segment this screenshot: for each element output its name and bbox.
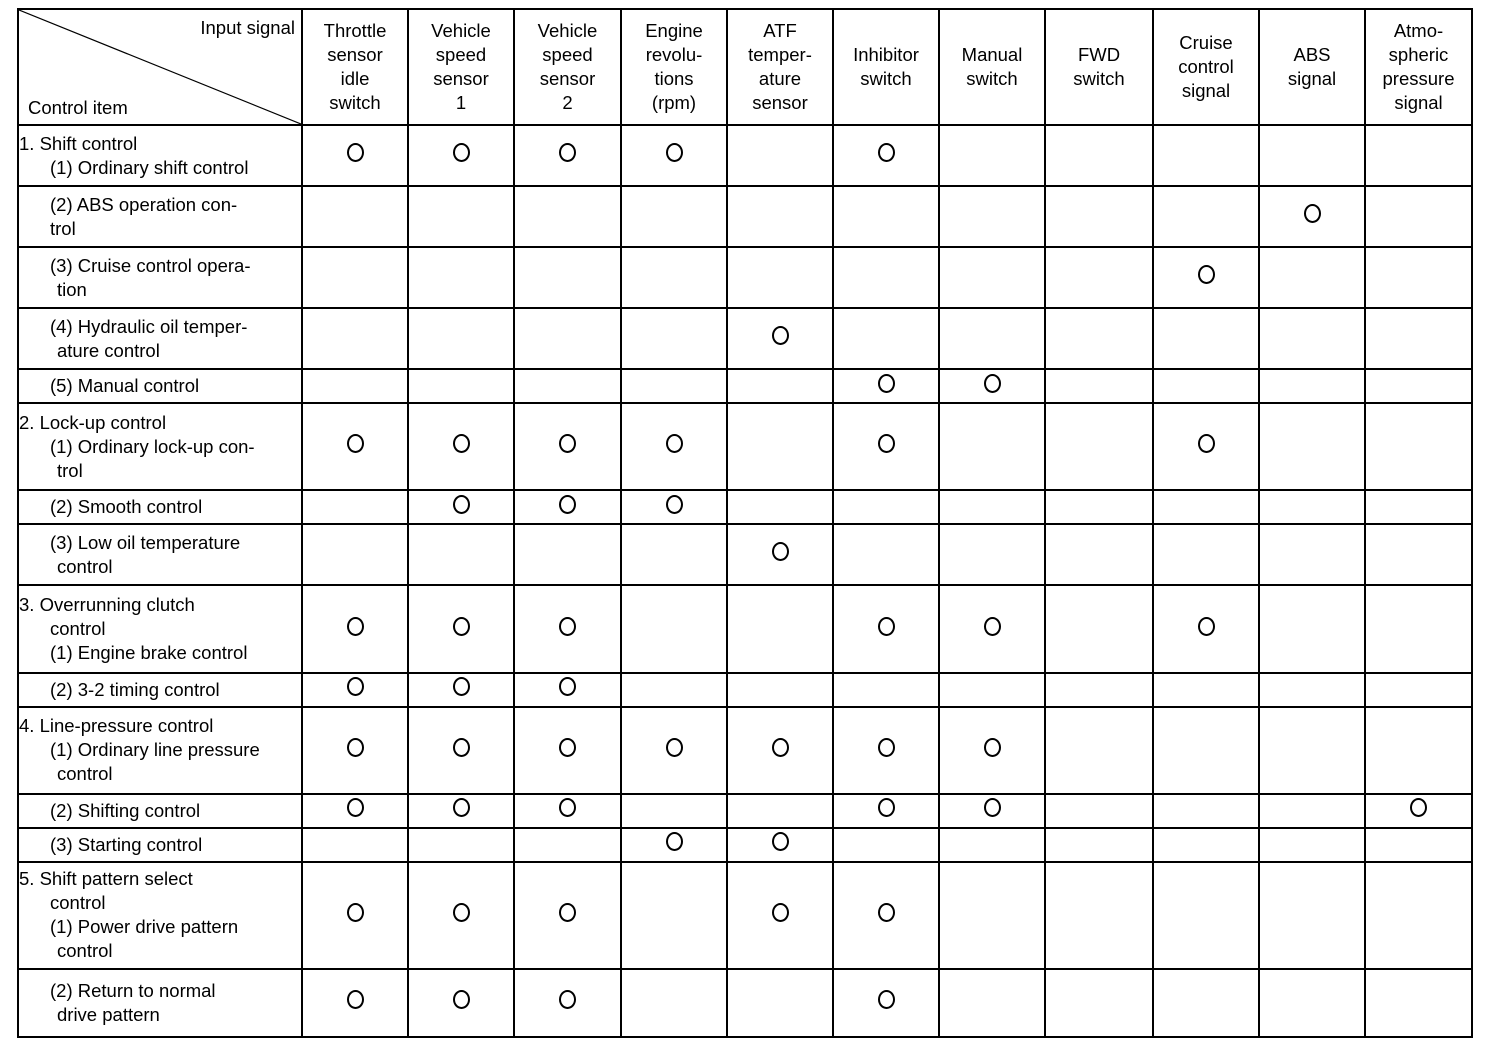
control-item-cell (18, 828, 302, 862)
control-item-text: trol (50, 217, 76, 239)
control-item-cell (18, 308, 302, 369)
circle-mark-icon (984, 617, 1001, 636)
circle-mark-icon (559, 903, 576, 922)
table-row (18, 585, 1472, 672)
signal-cell (408, 707, 514, 794)
signal-cell (1153, 969, 1259, 1037)
signal-cell (621, 707, 727, 794)
signal-cell (1365, 707, 1472, 794)
control-item-text: control (57, 763, 113, 785)
control-item-cell (18, 794, 302, 828)
signal-cell (1365, 403, 1472, 490)
control-item-text: 3. Overrunning clutch (19, 594, 195, 616)
circle-mark-icon (559, 738, 576, 757)
control-item-text: (1) Power drive pattern (50, 916, 239, 938)
signal-cell (1045, 828, 1153, 862)
circle-mark-icon (347, 903, 364, 922)
circle-mark-icon (666, 738, 683, 757)
circle-mark-icon (666, 495, 683, 514)
control-item-text: control (57, 940, 113, 962)
signal-cell (514, 247, 621, 308)
signal-cell (408, 247, 514, 308)
signal-cell (939, 524, 1045, 585)
signal-cell (1153, 707, 1259, 794)
control-item-cell (18, 862, 302, 969)
signal-cell (833, 524, 939, 585)
signal-cell (939, 125, 1045, 186)
circle-mark-icon (984, 374, 1001, 393)
signal-cell (408, 125, 514, 186)
signal-cell (727, 308, 833, 369)
circle-mark-icon (347, 434, 364, 453)
circle-mark-icon (559, 143, 576, 162)
circle-mark-icon (772, 903, 789, 922)
circle-mark-icon (453, 738, 470, 757)
circle-mark-icon (559, 798, 576, 817)
control-item-cell (18, 707, 302, 794)
signal-cell (302, 524, 408, 585)
signal-cell (514, 862, 621, 969)
signal-cell (1365, 369, 1472, 403)
signal-cell (727, 247, 833, 308)
signal-cell (302, 125, 408, 186)
signal-cell (727, 125, 833, 186)
signal-cell (1153, 524, 1259, 585)
signal-cell (1365, 186, 1472, 247)
signal-cell (1365, 794, 1472, 828)
circle-mark-icon (772, 738, 789, 757)
signal-cell (1259, 369, 1365, 403)
col-atmospheric-pressure-signal: Atmo- spheric pressure signal (1365, 9, 1472, 125)
signal-cell (302, 308, 408, 369)
circle-mark-icon (347, 677, 364, 696)
signal-cell (833, 794, 939, 828)
signal-cell (408, 403, 514, 490)
signal-cell (514, 828, 621, 862)
table-row (18, 125, 1472, 186)
control-item-cell (18, 490, 302, 524)
signal-cell (939, 403, 1045, 490)
signal-cell (302, 369, 408, 403)
signal-cell (939, 794, 1045, 828)
signal-cell (939, 490, 1045, 524)
signal-cell (1045, 673, 1153, 707)
table-row (18, 862, 1472, 969)
signal-cell (1045, 403, 1153, 490)
control-item-text: ature control (57, 339, 160, 361)
signal-cell (1153, 794, 1259, 828)
signal-cell (727, 794, 833, 828)
table-row (18, 969, 1472, 1037)
signal-cell (408, 308, 514, 369)
circle-mark-icon (1304, 204, 1321, 223)
signal-cell (514, 673, 621, 707)
signal-cell (1259, 828, 1365, 862)
table-row (18, 794, 1472, 828)
circle-mark-icon (878, 990, 895, 1009)
signal-cell (408, 524, 514, 585)
control-item-text: control (50, 892, 106, 914)
signal-cell (621, 186, 727, 247)
signal-cell (727, 673, 833, 707)
signal-cell (727, 828, 833, 862)
signal-cell (302, 673, 408, 707)
signal-cell (833, 673, 939, 707)
signal-cell (1045, 794, 1153, 828)
signal-cell (727, 186, 833, 247)
circle-mark-icon (666, 832, 683, 851)
signal-cell (621, 794, 727, 828)
control-item-cell (18, 673, 302, 707)
circle-mark-icon (1198, 265, 1215, 284)
signal-cell (1365, 308, 1472, 369)
signal-cell (939, 673, 1045, 707)
signal-cell (621, 524, 727, 585)
signal-cell (1153, 585, 1259, 672)
signal-cell (833, 862, 939, 969)
control-item-text: 5. Shift pattern select (19, 868, 193, 890)
signal-cell (1153, 862, 1259, 969)
signal-cell (514, 794, 621, 828)
control-item-cell (18, 247, 302, 308)
control-item-text: (2) 3-2 timing control (50, 678, 220, 700)
signal-cell (408, 186, 514, 247)
signal-cell (1365, 490, 1472, 524)
signal-cell (302, 247, 408, 308)
circle-mark-icon (453, 990, 470, 1009)
table-row (18, 490, 1472, 524)
control-item-text: tion (57, 278, 87, 300)
signal-cell (302, 707, 408, 794)
control-item-text: (4) Hydraulic oil temper- (50, 315, 248, 337)
control-item-cell (18, 585, 302, 672)
signal-cell (621, 490, 727, 524)
signal-cell (1045, 186, 1153, 247)
circle-mark-icon (453, 143, 470, 162)
signal-cell (939, 828, 1045, 862)
signal-cell (1045, 524, 1153, 585)
col-vehicle-speed-sensor-1: Vehicle speed sensor 1 (408, 9, 514, 125)
signal-cell (1045, 585, 1153, 672)
signal-cell (514, 524, 621, 585)
signal-cell (1153, 125, 1259, 186)
signal-cell (727, 707, 833, 794)
circle-mark-icon (878, 738, 895, 757)
table-row (18, 524, 1472, 585)
signal-cell (727, 403, 833, 490)
circle-mark-icon (878, 434, 895, 453)
circle-mark-icon (1198, 617, 1215, 636)
signal-cell (514, 125, 621, 186)
signal-cell (1153, 403, 1259, 490)
signal-cell (408, 862, 514, 969)
col-abs-signal: ABS signal (1259, 9, 1365, 125)
signal-cell (833, 125, 939, 186)
signal-cell (514, 186, 621, 247)
circle-mark-icon (1198, 434, 1215, 453)
signal-cell (1365, 828, 1472, 862)
circle-mark-icon (772, 832, 789, 851)
circle-mark-icon (666, 434, 683, 453)
control-item-text: (2) Smooth control (50, 496, 203, 518)
control-item-text: (2) Shifting control (50, 799, 201, 821)
signal-cell (727, 490, 833, 524)
circle-mark-icon (878, 903, 895, 922)
circle-mark-icon (984, 798, 1001, 817)
signal-cell (1045, 308, 1153, 369)
signal-cell (408, 969, 514, 1037)
signal-cell (1365, 969, 1472, 1037)
circle-mark-icon (453, 617, 470, 636)
signal-cell (621, 403, 727, 490)
signal-cell (1259, 673, 1365, 707)
signal-cell (408, 673, 514, 707)
signal-cell (1365, 247, 1472, 308)
signal-cell (408, 490, 514, 524)
signal-cell (727, 524, 833, 585)
control-item-cell (18, 969, 302, 1037)
table-row (18, 673, 1472, 707)
signal-cell (302, 403, 408, 490)
control-item-cell (18, 524, 302, 585)
circle-mark-icon (347, 738, 364, 757)
header-row (18, 9, 1472, 125)
signal-cell (727, 862, 833, 969)
signal-cell (1365, 585, 1472, 672)
signal-cell (514, 490, 621, 524)
table-row (18, 707, 1472, 794)
signal-cell (1045, 125, 1153, 186)
control-item-cell (18, 125, 302, 186)
signal-cell (302, 828, 408, 862)
signal-cell (727, 969, 833, 1037)
signal-cell (1259, 862, 1365, 969)
signal-cell (621, 862, 727, 969)
signal-cell (939, 186, 1045, 247)
control-item-label: Control item (28, 97, 128, 118)
table-row (18, 369, 1472, 403)
signal-cell (514, 585, 621, 672)
signal-cell (833, 490, 939, 524)
table-row (18, 308, 1472, 369)
signal-cell (408, 828, 514, 862)
signal-cell (1045, 369, 1153, 403)
circle-mark-icon (559, 434, 576, 453)
control-item-text: 2. Lock-up control (19, 411, 167, 433)
col-fwd-switch: FWD switch (1045, 9, 1153, 125)
signal-cell (408, 794, 514, 828)
signal-cell (1259, 490, 1365, 524)
signal-cell (1259, 585, 1365, 672)
signal-cell (939, 707, 1045, 794)
control-item-text: (2) ABS operation con- (50, 193, 238, 215)
circle-mark-icon (347, 617, 364, 636)
control-item-text: trol (57, 459, 83, 481)
control-item-cell (18, 186, 302, 247)
circle-mark-icon (984, 738, 1001, 757)
col-vehicle-speed-sensor-2: Vehicle speed sensor 2 (514, 9, 621, 125)
signal-cell (1365, 862, 1472, 969)
circle-mark-icon (559, 495, 576, 514)
signal-cell (514, 369, 621, 403)
signal-cell (833, 369, 939, 403)
signal-cell (833, 186, 939, 247)
signal-cell (621, 369, 727, 403)
corner-header-cell (18, 9, 302, 125)
control-item-text: (1) Ordinary line pressure (50, 739, 260, 761)
circle-mark-icon (772, 326, 789, 345)
input-signal-control-matrix (17, 8, 1473, 1038)
circle-mark-icon (878, 617, 895, 636)
circle-mark-icon (559, 990, 576, 1009)
circle-mark-icon (453, 798, 470, 817)
signal-cell (1259, 969, 1365, 1037)
signal-cell (302, 969, 408, 1037)
signal-cell (833, 247, 939, 308)
control-item-text: control (50, 618, 106, 640)
circle-mark-icon (878, 143, 895, 162)
control-item-text: (1) Ordinary shift control (50, 156, 249, 178)
control-item-text: (2) Return to normal (50, 979, 216, 1001)
signal-cell (1365, 125, 1472, 186)
table-row (18, 186, 1472, 247)
signal-cell (302, 585, 408, 672)
table-row (18, 247, 1472, 308)
signal-cell (1259, 125, 1365, 186)
table-row (18, 403, 1472, 490)
control-item-text: (1) Engine brake control (50, 642, 248, 664)
signal-cell (1153, 308, 1259, 369)
signal-cell (302, 862, 408, 969)
signal-cell (833, 969, 939, 1037)
col-manual-switch: Manual switch (939, 9, 1045, 125)
circle-mark-icon (666, 143, 683, 162)
signal-cell (1153, 247, 1259, 308)
col-engine-revolutions: Engine revolu- tions (rpm) (621, 9, 727, 125)
signal-cell (1259, 308, 1365, 369)
signal-cell (408, 585, 514, 672)
control-item-text: (3) Low oil temperature (50, 531, 241, 553)
signal-cell (833, 308, 939, 369)
control-item-text: control (57, 555, 113, 577)
signal-cell (1153, 673, 1259, 707)
signal-cell (1045, 707, 1153, 794)
circle-mark-icon (453, 495, 470, 514)
signal-cell (1045, 490, 1153, 524)
control-item-text: (3) Starting control (50, 833, 203, 855)
signal-cell (1045, 862, 1153, 969)
signal-cell (833, 585, 939, 672)
signal-cell (514, 308, 621, 369)
circle-mark-icon (559, 617, 576, 636)
circle-mark-icon (453, 903, 470, 922)
col-inhibitor-switch: Inhibitor switch (833, 9, 939, 125)
signal-cell (1365, 524, 1472, 585)
signal-cell (408, 369, 514, 403)
signal-cell (833, 707, 939, 794)
circle-mark-icon (453, 434, 470, 453)
circle-mark-icon (559, 677, 576, 696)
control-item-text: (5) Manual control (50, 375, 200, 397)
signal-cell (621, 308, 727, 369)
circle-mark-icon (347, 798, 364, 817)
signal-cell (621, 125, 727, 186)
signal-cell (1153, 186, 1259, 247)
col-throttle-sensor-idle-switch: Throttle sensor idle switch (302, 9, 408, 125)
circle-mark-icon (878, 798, 895, 817)
signal-cell (727, 369, 833, 403)
signal-cell (1259, 186, 1365, 247)
signal-cell (1045, 247, 1153, 308)
signal-cell (727, 585, 833, 672)
signal-cell (302, 794, 408, 828)
circle-mark-icon (453, 677, 470, 696)
circle-mark-icon (1410, 798, 1427, 817)
signal-cell (621, 828, 727, 862)
signal-cell (1259, 524, 1365, 585)
signal-cell (1259, 707, 1365, 794)
signal-cell (514, 403, 621, 490)
signal-cell (1153, 490, 1259, 524)
control-item-cell (18, 369, 302, 403)
signal-cell (939, 862, 1045, 969)
signal-cell (302, 186, 408, 247)
signal-cell (621, 585, 727, 672)
matrix-body (18, 125, 1472, 1037)
signal-cell (621, 673, 727, 707)
circle-mark-icon (347, 990, 364, 1009)
signal-cell (514, 969, 621, 1037)
signal-cell (939, 369, 1045, 403)
signal-cell (833, 403, 939, 490)
signal-cell (1153, 369, 1259, 403)
control-item-text: (3) Cruise control opera- (50, 254, 251, 276)
col-atf-temperature-sensor: ATF temper- ature sensor (727, 9, 833, 125)
signal-cell (1259, 403, 1365, 490)
signal-cell (1045, 969, 1153, 1037)
signal-cell (1153, 828, 1259, 862)
signal-cell (1365, 673, 1472, 707)
circle-mark-icon (772, 542, 789, 561)
signal-cell (621, 969, 727, 1037)
control-item-text: (1) Ordinary lock-up con- (50, 435, 255, 457)
signal-cell (939, 308, 1045, 369)
signal-cell (939, 969, 1045, 1037)
signal-cell (621, 247, 727, 308)
table-row (18, 828, 1472, 862)
signal-cell (939, 247, 1045, 308)
control-item-text: 1. Shift control (19, 132, 138, 154)
control-item-cell (18, 403, 302, 490)
signal-cell (514, 707, 621, 794)
circle-mark-icon (347, 143, 364, 162)
signal-cell (302, 490, 408, 524)
control-item-text: drive pattern (57, 1003, 160, 1025)
control-item-text: 4. Line-pressure control (19, 715, 214, 737)
signal-cell (939, 585, 1045, 672)
col-cruise-control-signal: Cruise control signal (1153, 9, 1259, 125)
signal-cell (1259, 794, 1365, 828)
signal-cell (1259, 247, 1365, 308)
input-signal-label: Input signal (200, 17, 295, 38)
circle-mark-icon (878, 374, 895, 393)
signal-cell (833, 828, 939, 862)
